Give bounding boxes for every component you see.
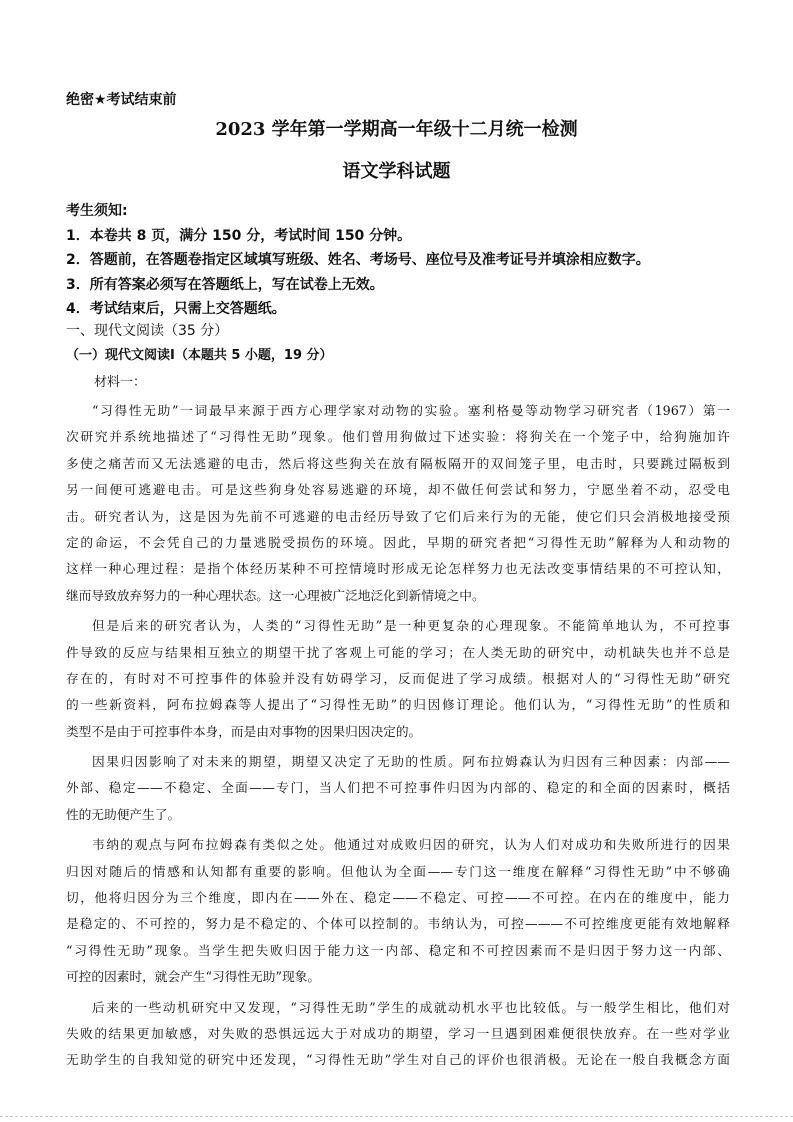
paragraph (66, 613, 730, 745)
notice-item: 2．答题前，在答题卷指定区域填写班级、姓名、考场号、座位号及准考证号并填涂相应数字。 (66, 252, 650, 268)
passage-line: 的一些新资料，阿布拉姆森等人提出了“习得性无助”的归因修订理论。他们认为，“习得性无助”的性质和 (66, 697, 730, 713)
passage-line: 次研究并系统地描述了“习得性无助”现象。他们曾用狗做过下述实验：将狗关在一个笼子中，给狗施加许 (66, 429, 730, 445)
paragraph (66, 749, 730, 828)
passage-line: 归因对随后的情感和认知都有重要的影响。但他认为全面——专门这一维度在解释“习得性无助”中不够确 (66, 863, 730, 879)
passage-line: 可控的因素时，就会产生“习得性无助”现象。 (66, 969, 321, 985)
passage-line: 是稳定的、不可控的，努力是不稳定的、个体可以控制的。韦纳认为，可控———不可控维度更能有效地解释 (66, 916, 730, 932)
passage-line: 定的命运，不会凭自己的力量逃脱受损伤的环境。因此，早期的研究者把“习得性无助”解释为人和动物的 (66, 534, 730, 550)
passage-line: 多使之痛苦而又无法逃避的电击，然后将这些狗关在放有隔板隔开的双间笼子里，电击时，只要跳过隔板到 (66, 455, 730, 471)
paragraph (66, 398, 730, 609)
passage-line: 另一间便可逃避电击。可是这些狗身处容易逃避的环境，却不做任何尝试和努力，宁愿坐着不动，忍受电 (66, 482, 730, 498)
passage-line: 无助学生的自我知觉的研究中还发现，“习得性无助”学生对自己的评价也很消极。无论在一般自我概念方面 (66, 1052, 730, 1068)
notice-item: 3．所有答案必须写在答题纸上，写在试卷上无效。 (66, 276, 384, 293)
passage-line: “习得性无助”现象。当学生把失败归因于能力这一内部、稳定和不可控因素而不是归因于努力这一内部、 (66, 942, 730, 958)
paragraph (66, 832, 730, 990)
passage-line: 失败的结果更加敏感，对失败的恐惧远远大于对成功的期望，学习一旦遇到困难便很快放弃。在一些对学业 (66, 1025, 730, 1041)
passage-line: 后来的一些动机研究中又发现，“习得性无助”学生的成就动机水平也比较低。与一般学生相比，他们对 (92, 999, 730, 1015)
secret-mark: 绝密★考试结束前 (66, 92, 177, 108)
section-heading: 一、现代文阅读（35 分） (66, 323, 229, 339)
passage-line: 击。研究者认为，这是因为先前不可逃避的电击经历导致了它们后来行为的无能，使它们只会消极地接受预 (66, 508, 730, 524)
passage-line: 这样一种心理过程：是指个体经历某种不可控情境时形成无论怎样努力也无法改变事情结果的不可控认知， (66, 561, 730, 577)
passage-line: 因果归因影响了对未来的期望，期望又决定了无助的性质。阿布拉姆森认为归因有三种因素：内部—— (92, 754, 730, 770)
paragraph (66, 995, 730, 1074)
passage-line: 但是后来的研究者认为，人类的“习得性无助”是一种更复杂的心理现象。不能简单地认为，不可控事 (92, 618, 730, 634)
notice-heading: 考生须知: (66, 203, 128, 219)
subsection-heading: （一）现代文阅读Ⅰ（本题共 5 小题，19 分） (66, 348, 333, 363)
notice-item: 4．考试结束后，只需上交答题纸。 (66, 301, 286, 317)
passage-line: 外部、稳定——不稳定、全面——专门，当人们把不可控事件归因为内部的、稳定的和全面的因素时，概括 (66, 780, 730, 796)
passage-line: 切，他将归因分为三个维度，即内在——外在、稳定——不稳定、可控——不可控。在内在的维度中，能力 (66, 890, 730, 906)
exam-subtitle: 语文学科试题 (342, 161, 451, 182)
candidate-notice (66, 199, 736, 322)
reading-passage (66, 398, 730, 1078)
passage-line: 件导致的反应与结果相互独立的期望干扰了客观上可能的学习；在人类无助的研究中，动机缺失也并不总是 (66, 644, 730, 660)
passage-line: 存在的，有时对不可控事件的体验并没有妨碍学习，反而促进了学习成绩。根据对人的“习得性无助”研究 (66, 670, 730, 686)
notice-item: 1．本卷共 8 页，满分 150 分，考试时间 150 分钟。 (66, 227, 412, 244)
exam-title: 2023 学年第一学期高一年级十二月统一检测 (215, 119, 578, 140)
passage-line: 性的无助便产生了。 (66, 806, 181, 822)
passage-line: 韦纳的观点与阿布拉姆森有类似之处。他通过对成败归因的研究，认为人们对成功和失败所进行的因果 (92, 837, 730, 853)
material-label: 材料一： (94, 375, 147, 390)
passage-line: 类型不是由于可控事件本身，而是由对事物的因果归因决定的。 (66, 723, 422, 739)
passage-line: “习得性无助”一词最早来源于西方心理学家对动物的实验。塞利格曼等动物学习研究者（1967）第一 (92, 403, 730, 418)
passage-line: 继而导致放弃努力的一种心理状态。这一心理被广泛地泛化到新情境之中。 (66, 587, 485, 603)
page-bottom-divider (0, 1116, 793, 1117)
